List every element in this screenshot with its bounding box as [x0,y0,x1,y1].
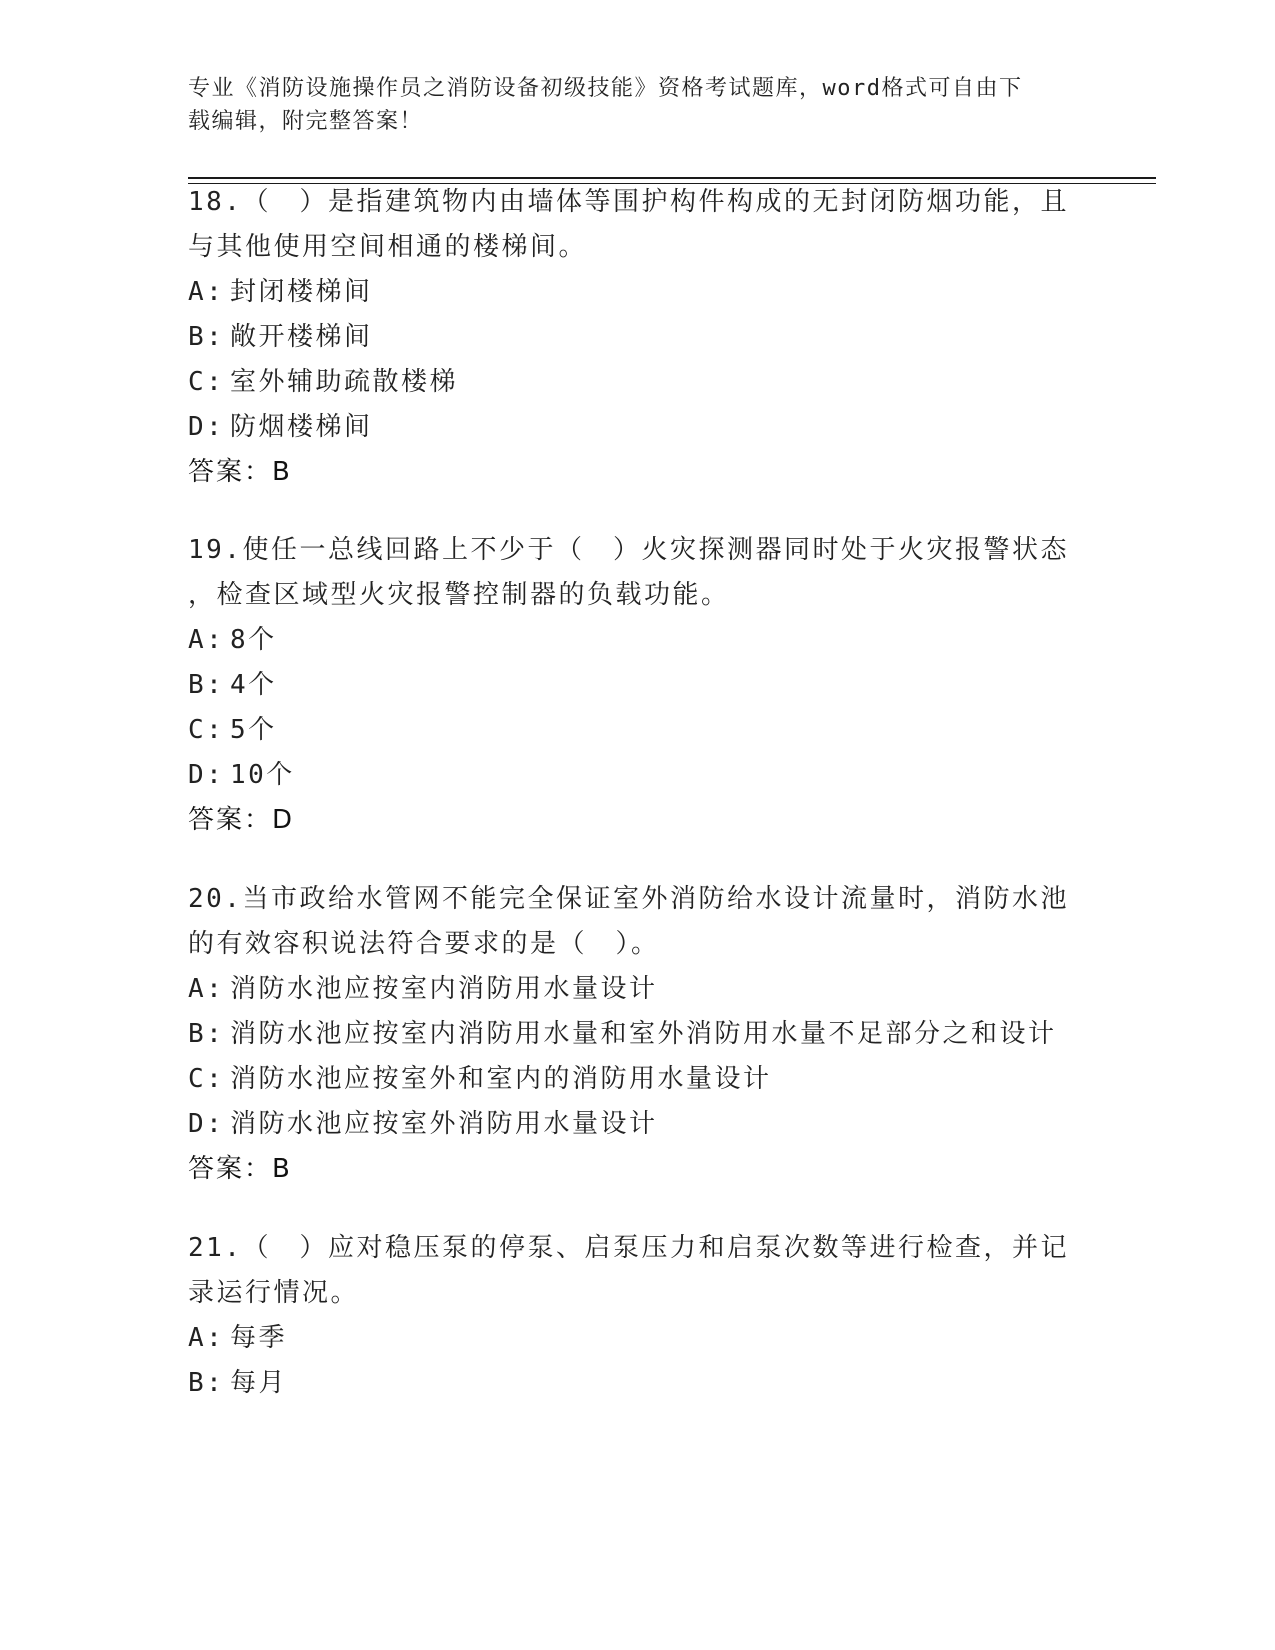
option-b: B: 消防水池应按室内消防用水量和室外消防用水量不足部分之和设计 [188,1019,1057,1049]
question-stem-line-2: 的有效容积说法符合要求的是（ ）。 [188,929,660,959]
answer: 答案：B [188,1154,292,1184]
document-header [188,72,1068,138]
question-stem-line-2: 与其他使用空间相通的楼梯间。 [188,232,588,262]
option-a: A: 消防水池应按室内消防用水量设计 [188,974,658,1004]
question-stem-line-1: 18.（ ）是指建筑物内由墙体等围护构件构成的无封闭防烟功能，且 [188,187,1069,217]
option-b: B: 敞开楼梯间 [188,322,373,352]
option-d: D: 消防水池应按室外消防用水量设计 [188,1109,658,1139]
question-19 [188,528,1088,843]
option-a: A: 每季 [188,1323,288,1353]
header-line-1: 专业《消防设施操作员之消防设备初级技能》资格考试题库，word格式可自由下 [188,76,1023,101]
option-c: C: 消防水池应按室外和室内的消防用水量设计 [188,1064,772,1094]
option-d: D: 10个 [188,760,295,790]
question-20 [188,877,1088,1192]
question-stem-line-2: 录运行情况。 [188,1278,360,1308]
question-stem-line-2: ，检查区域型火灾报警控制器的负载功能。 [188,580,730,610]
option-b: B: 每月 [188,1368,288,1398]
question-stem-line-1: 21.（ ）应对稳压泵的停泵、启泵压力和启泵次数等进行检查，并记 [188,1233,1069,1263]
option-c: C: 室外辅助疏散楼梯 [188,367,459,397]
answer: 答案：B [188,457,292,487]
option-c: C: 5个 [188,715,277,745]
question-stem-line-1: 20.当市政给水管网不能完全保证室外消防给水设计流量时，消防水池 [188,884,1069,914]
question-21 [188,1226,1088,1406]
option-d: D: 防烟楼梯间 [188,412,373,442]
header-divider-thick [188,177,1156,179]
option-a: A: 8个 [188,625,277,655]
question-stem-line-1: 19.使任一总线回路上不少于（ ）火灾探测器同时处于火灾报警状态 [188,535,1069,565]
option-a: A: 封闭楼梯间 [188,277,373,307]
answer: 答案：D [188,805,295,835]
option-b: B: 4个 [188,670,277,700]
header-line-2: 载编辑，附完整答案！ [188,109,424,134]
question-18 [188,180,1088,495]
